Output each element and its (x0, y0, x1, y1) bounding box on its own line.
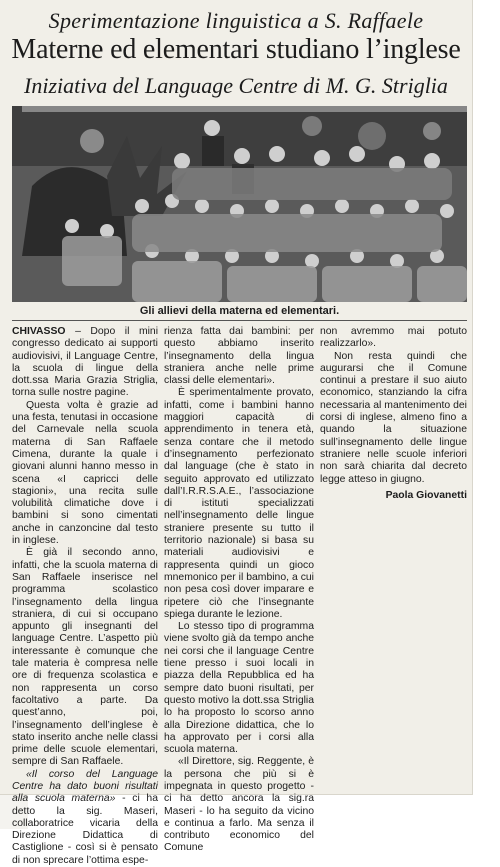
photo-caption: Gli allievi della materna ed elementari. (139, 305, 340, 317)
article-headline: Materne ed elementari studiano l’inglese (11, 34, 461, 65)
quote-italic: «Il corso del Language Centre ha dato buoni risultati alla scuola materna» (12, 768, 158, 805)
article-kicker: Sperimentazione linguistica a S. Raffaele (48, 8, 424, 33)
paragraph: È sperimentalmente provato, infatti, come i bambini hanno maggiori capacità di apprendimento in tenera età, senza contare che il metodo d’insegnamento perfezionato dal language (che è stato in seguito approvato ed utilizzato dall’I.R.R.S.A.E., l’associazione di istituti specializzati nell’insegnamento delle lingue straniere presente su tutto il territorio nazionale) si basa su materiali audiovisivi e rappresenta quindi un gioco mnemonico per il bambino, a cui non pesa così dover imparare e ripetere ciò che l’insegnante spiega durante le lezione. (164, 387, 314, 620)
article-column-1 (12, 326, 158, 867)
paragraph: È già il secondo anno, infatti, che la scuola materna di San Raffaele inserisce nel programma scolastico l’insegnamento della lingua straniera, di cui si occupano appunto gli insegnanti del language Centre. L’aspetto più interessante è comunque che tale materia è compresa nelle ore di frequenza scolastica e non rappresenta un corso facoltativo a parte. Da quest’anno, poi, l’insegnamento dell’inglese è stato inserito anche nelle classi prime delle scuole elementari, sempre di San Raffaele. (12, 547, 158, 768)
author-signature: Paola Giovanetti (385, 489, 467, 501)
paragraph: Lo stesso tipo di programma viene svolto già da tempo anche nei corsi che il language Centre tiene presso i suoi locali in piazza della Repubblica ed ha sempre dato buoni risultati, per questo motivo la dott.ssa Striglia lo ha proposto lo scorso anno alla Direzione didattica, che lo ha approvato per i corsi alla scuola materna. (164, 621, 314, 756)
class-photo-image (12, 106, 467, 302)
article-subtitle: Iniziativa del Language Centre di M. G. Striglia (24, 73, 448, 98)
article-photo (12, 106, 467, 302)
paragraph: – Dopo il mini congresso dedicato ai supporti audiovisivi, il Language Centre, la scuola di lingue della dott.ssa Maria Grazia Striglia, torna sulle nostre pagine. (12, 326, 159, 399)
paragraph: «Il Direttore, sig. Reggente, è la persona che più si è impegnata in questo progetto - ci ha detto ancora la sig.ra Maseri - lo ha seguito da vicino e continua a farlo. Ma senza il contributo economico del Comune (164, 756, 314, 854)
paragraph: Non resta quindi che augurarsi che il Comune continui a prestare il suo aiuto economico, stanziando la cifra necessaria al mantenimento dei corsi di inglese, almeno fino a quando la situazione sull’insegnamento delle lingue straniere nelle scuole inferiori non sarà chiarita dal decreto legge atteso in giugno. (320, 350, 467, 485)
caption-divider (12, 320, 467, 321)
article-column-2 (164, 326, 314, 855)
paragraph: rienza fatta dai bambini: per questo abbiamo inserito l’insegnamento della lingua straniera anche nelle prime classi delle elementari». (164, 326, 314, 387)
paragraph: non avremmo mai potuto realizzarlo». (320, 326, 467, 350)
paragraph: - ci ha detto la sig. Maseri, collaboratrice vicaria della Direzione Didattica di Castiglione - così si è pensato di non sprecare l’ottima espe- (12, 793, 158, 866)
article-column-3 (320, 326, 467, 502)
paragraph: Questa volta è grazie ad una festa, tenutasi in occasione del Carnevale nella scuola materna di San Raffaele Cimena, durante la quale i giovani alunni hanno messo in scena «I capricci delle stagioni», una recita sulle volubilità climatiche dove i bambini si sono cimentati anche in canzoncine dal testo in inglese. (12, 399, 158, 547)
dateline: CHIVASSO (12, 326, 66, 337)
